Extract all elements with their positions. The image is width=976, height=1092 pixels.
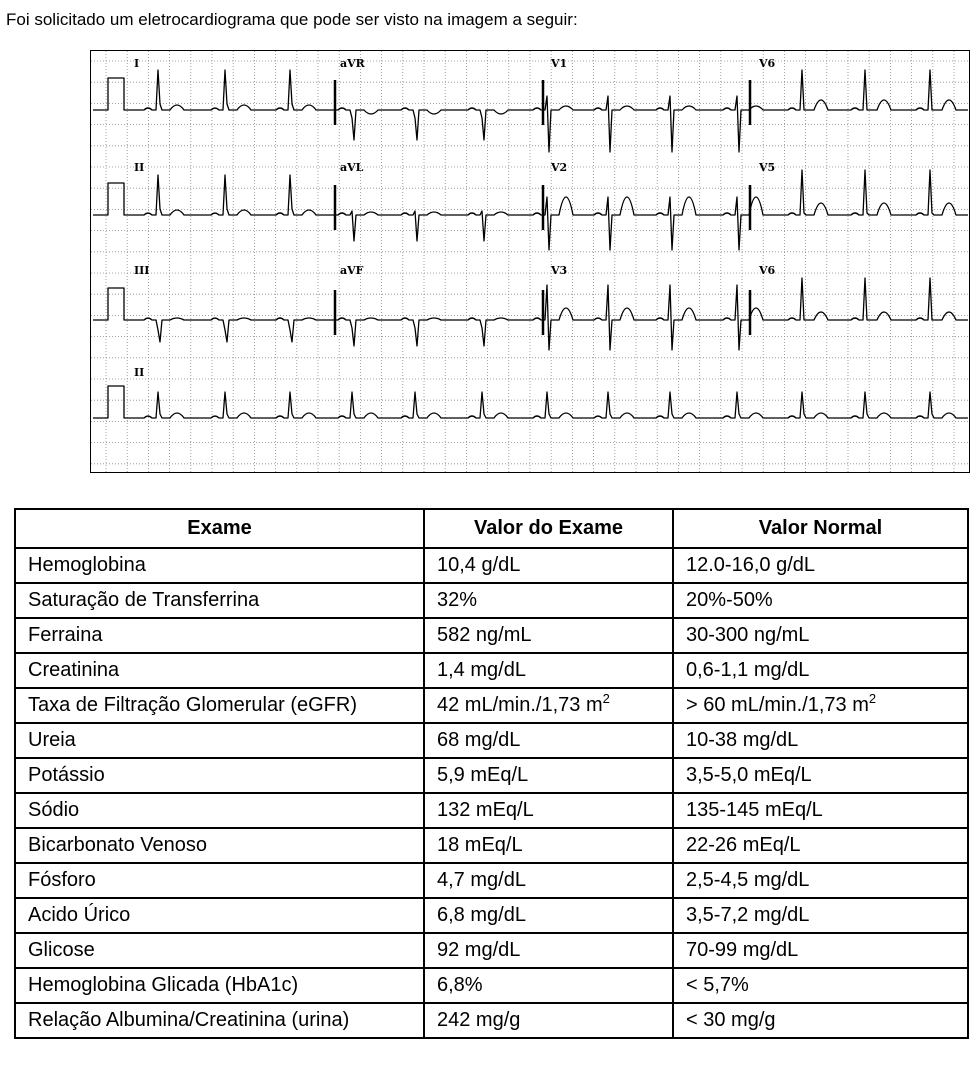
table-row <box>15 933 968 968</box>
cell-exame: Fósforo <box>15 863 424 898</box>
table-header-row <box>15 509 968 548</box>
cell-valor: 6,8% <box>424 968 673 1003</box>
superscript: 2 <box>602 691 610 706</box>
cell-exame: Potássio <box>15 758 424 793</box>
lab-results-table <box>14 508 969 1039</box>
lead-label: aVL <box>340 161 364 174</box>
cell-exame: Ferraina <box>15 618 424 653</box>
cell-valor-text: 42 mL/min./1,73 m <box>437 694 603 716</box>
lead-label: II <box>134 366 145 379</box>
table-row <box>15 548 968 583</box>
header-exame: Exame <box>15 509 424 548</box>
cell-valor: 32% <box>424 583 673 618</box>
cell-valor: 132 mEq/L <box>424 793 673 828</box>
lead-label: V2 <box>551 161 568 174</box>
cell-exame: Saturação de Transferrina <box>15 583 424 618</box>
cell-normal: 135-145 mEq/L <box>673 793 968 828</box>
cell-normal: 20%-50% <box>673 583 968 618</box>
ecg-strip <box>90 50 970 473</box>
table-row <box>15 1003 968 1038</box>
table-row <box>15 898 968 933</box>
cell-valor: 18 mEq/L <box>424 828 673 863</box>
cell-normal: 22-26 mEq/L <box>673 828 968 863</box>
header-valor-exame: Valor do Exame <box>424 509 673 548</box>
cell-exame: Hemoglobina Glicada (HbA1c) <box>15 968 424 1003</box>
cell-valor: 242 mg/g <box>424 1003 673 1038</box>
lead-label: V5 <box>759 161 776 174</box>
cell-valor: 10,4 g/dL <box>424 548 673 583</box>
table-row <box>15 688 968 723</box>
table-row <box>15 723 968 758</box>
cell-exame: Hemoglobina <box>15 548 424 583</box>
table-row <box>15 793 968 828</box>
cell-normal <box>673 688 968 723</box>
cell-exame: Ureia <box>15 723 424 758</box>
lead-label: II <box>134 161 145 174</box>
table-row <box>15 758 968 793</box>
cell-valor: 582 ng/mL <box>424 618 673 653</box>
lead-label: aVR <box>340 57 365 70</box>
lead-label: I <box>134 57 140 70</box>
cell-normal: < 5,7% <box>673 968 968 1003</box>
cell-exame: Sódio <box>15 793 424 828</box>
cell-valor: 1,4 mg/dL <box>424 653 673 688</box>
table-row <box>15 968 968 1003</box>
cell-normal: 2,5-4,5 mg/dL <box>673 863 968 898</box>
cell-exame: Creatinina <box>15 653 424 688</box>
cell-normal: 30-300 ng/mL <box>673 618 968 653</box>
cell-exame: Relação Albumina/Creatinina (urina) <box>15 1003 424 1038</box>
cell-valor: 68 mg/dL <box>424 723 673 758</box>
lead-label: aVF <box>340 264 364 277</box>
cell-normal: 70-99 mg/dL <box>673 933 968 968</box>
lead-label: V6 <box>759 57 776 70</box>
cell-valor: 5,9 mEq/L <box>424 758 673 793</box>
table-row <box>15 863 968 898</box>
cell-normal: 3,5-5,0 mEq/L <box>673 758 968 793</box>
cell-normal: < 30 mg/g <box>673 1003 968 1038</box>
cell-normal: 10-38 mg/dL <box>673 723 968 758</box>
cell-exame: Acido Úrico <box>15 898 424 933</box>
cell-normal: 0,6-1,1 mg/dL <box>673 653 968 688</box>
table-row <box>15 828 968 863</box>
cell-normal: 12.0-16,0 g/dL <box>673 548 968 583</box>
cell-normal: 3,5-7,2 mg/dL <box>673 898 968 933</box>
cell-valor: 6,8 mg/dL <box>424 898 673 933</box>
cell-exame: Taxa de Filtração Glomerular (eGFR) <box>15 688 424 723</box>
superscript: 2 <box>868 691 877 706</box>
lead-label: V6 <box>759 264 776 277</box>
header-valor-normal: Valor Normal <box>673 509 968 548</box>
ecg-image <box>90 50 970 473</box>
lead-label: V1 <box>551 57 568 70</box>
table-row <box>15 583 968 618</box>
cell-normal-text: > 60 mL/min./1,73 m <box>686 694 869 716</box>
lead-label: III <box>134 264 150 277</box>
lead-label: V3 <box>551 264 568 277</box>
cell-valor: 92 mg/dL <box>424 933 673 968</box>
cell-exame: Bicarbonato Venoso <box>15 828 424 863</box>
intro-text: Foi solicitado um eletrocardiograma que pode ser visto na imagem a seguir: <box>6 10 578 29</box>
table-row <box>15 653 968 688</box>
table-row <box>15 618 968 653</box>
cell-exame: Glicose <box>15 933 424 968</box>
cell-valor <box>424 688 673 723</box>
cell-valor: 4,7 mg/dL <box>424 863 673 898</box>
